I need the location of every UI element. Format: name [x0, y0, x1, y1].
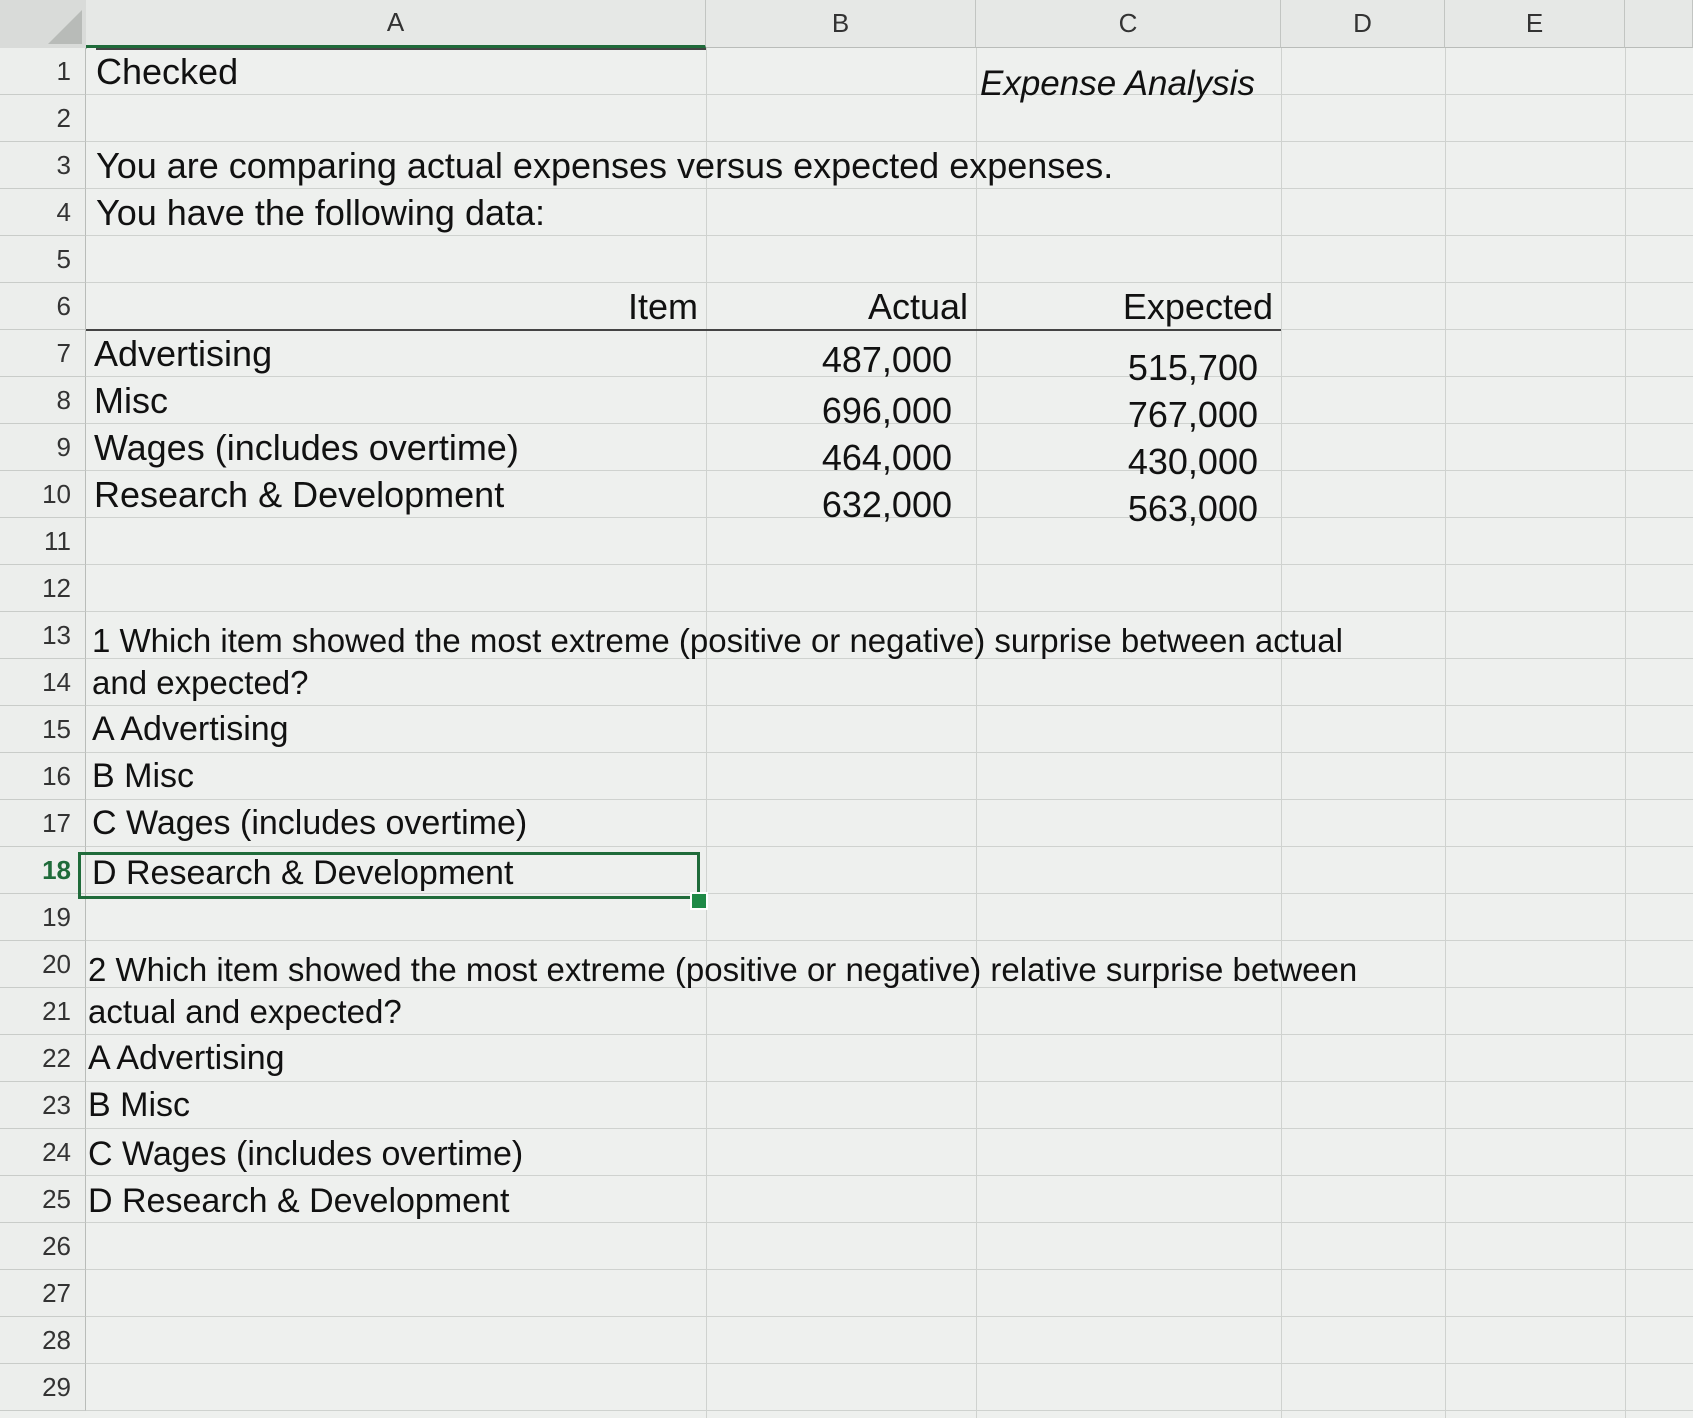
table-row-item[interactable]: Advertising	[94, 332, 273, 374]
table-header-actual[interactable]: Actual	[867, 285, 968, 327]
row-header[interactable]: 25	[0, 1176, 86, 1223]
table-row-item[interactable]: Misc	[94, 379, 168, 421]
column-header-c[interactable]: C	[976, 0, 1281, 48]
grid-row	[86, 1317, 1693, 1364]
column-header-b[interactable]: B	[706, 0, 976, 48]
row-header[interactable]: 21	[0, 988, 86, 1035]
row-header[interactable]: 23	[0, 1082, 86, 1129]
row-header[interactable]: 3	[0, 142, 86, 189]
row-header[interactable]: 27	[0, 1270, 86, 1317]
grid-row	[86, 565, 1693, 612]
table-row-actual[interactable]: 632,000	[821, 483, 952, 525]
question-2-line-1[interactable]: 2 Which item showed the most extreme (positive or negative) relative surprise between	[88, 950, 1358, 988]
question-1-option-b[interactable]: B Misc	[92, 757, 194, 795]
grid-row	[86, 706, 1693, 753]
row-header[interactable]: 19	[0, 894, 86, 941]
table-header-item[interactable]: Item	[627, 285, 698, 327]
column-header-d[interactable]: D	[1281, 0, 1445, 48]
question-1-line-1[interactable]: 1 Which item showed the most extreme (positive or negative) surprise between actual	[92, 621, 1343, 659]
row-header[interactable]: 22	[0, 1035, 86, 1082]
row-header[interactable]: 9	[0, 424, 86, 471]
row-header[interactable]: 8	[0, 377, 86, 424]
grid-row	[86, 95, 1693, 142]
select-all-triangle-icon	[48, 10, 82, 44]
intro-line-2[interactable]: You have the following data:	[96, 191, 546, 233]
row-header[interactable]: 5	[0, 236, 86, 283]
table-row-actual[interactable]: 487,000	[821, 338, 952, 380]
table-row-item[interactable]: Wages (includes overtime)	[94, 426, 519, 468]
row-header[interactable]: 17	[0, 800, 86, 847]
table-row-actual[interactable]: 696,000	[821, 389, 952, 431]
row-header[interactable]: 26	[0, 1223, 86, 1270]
row-header[interactable]: 7	[0, 330, 86, 377]
question-1-option-c[interactable]: C Wages (includes overtime)	[92, 804, 528, 842]
sheet-title[interactable]: Expense Analysis	[980, 63, 1255, 103]
table-row-expected[interactable]: 563,000	[1127, 487, 1258, 529]
question-2-option-c[interactable]: C Wages (includes overtime)	[88, 1135, 524, 1173]
question-1-option-a[interactable]: A Advertising	[92, 710, 289, 748]
row-header[interactable]: 29	[0, 1364, 86, 1411]
column-header-f[interactable]	[1625, 0, 1693, 48]
question-2-option-d[interactable]: D Research & Development	[88, 1182, 510, 1220]
grid-row	[86, 1364, 1693, 1411]
row-header[interactable]: 6	[0, 283, 86, 330]
row-header[interactable]: 14	[0, 659, 86, 706]
table-header-expected[interactable]: Expected	[1122, 285, 1273, 327]
fill-handle[interactable]	[690, 892, 708, 910]
column-header-e[interactable]: E	[1445, 0, 1625, 48]
table-row-expected[interactable]: 430,000	[1127, 440, 1258, 482]
column-header-a[interactable]: A	[86, 0, 706, 48]
row-header[interactable]: 28	[0, 1317, 86, 1364]
grid-row	[86, 48, 1693, 95]
grid-row	[86, 1223, 1693, 1270]
question-1-option-d[interactable]: D Research & Development	[92, 854, 514, 892]
row-header[interactable]: 20	[0, 941, 86, 988]
table-row-expected[interactable]: 767,000	[1127, 393, 1258, 435]
grid-row	[86, 236, 1693, 283]
row-header[interactable]: 16	[0, 753, 86, 800]
row-header[interactable]: 24	[0, 1129, 86, 1176]
row-header[interactable]: 12	[0, 565, 86, 612]
question-2-option-a[interactable]: A Advertising	[88, 1039, 285, 1077]
question-1-line-2[interactable]: and expected?	[92, 663, 309, 701]
table-row-expected[interactable]: 515,700	[1127, 346, 1258, 388]
intro-line-1[interactable]: You are comparing actual expenses versus expected expenses.	[96, 144, 1114, 186]
selected-cell-outline[interactable]	[78, 852, 700, 899]
row-header[interactable]: 11	[0, 518, 86, 565]
question-2-line-2[interactable]: actual and expected?	[88, 992, 402, 1030]
question-2-option-b[interactable]: B Misc	[88, 1086, 190, 1124]
row-header[interactable]: 10	[0, 471, 86, 518]
select-all-corner[interactable]	[0, 0, 87, 49]
grid-row	[86, 659, 1693, 706]
row-header-selected[interactable]: 18	[0, 847, 86, 894]
table-row-actual[interactable]: 464,000	[821, 436, 952, 478]
row-header[interactable]: 2	[0, 95, 86, 142]
row-header[interactable]: 1	[0, 48, 86, 95]
grid-row	[86, 753, 1693, 800]
grid-row	[86, 1035, 1693, 1082]
grid-row	[86, 894, 1693, 941]
cell-a1[interactable]: Checked	[96, 50, 239, 92]
table-row-item[interactable]: Research & Development	[94, 473, 505, 515]
grid-row	[86, 1082, 1693, 1129]
row-header[interactable]: 15	[0, 706, 86, 753]
row-header[interactable]: 13	[0, 612, 86, 659]
grid-row	[86, 1270, 1693, 1317]
row-header[interactable]: 4	[0, 189, 86, 236]
